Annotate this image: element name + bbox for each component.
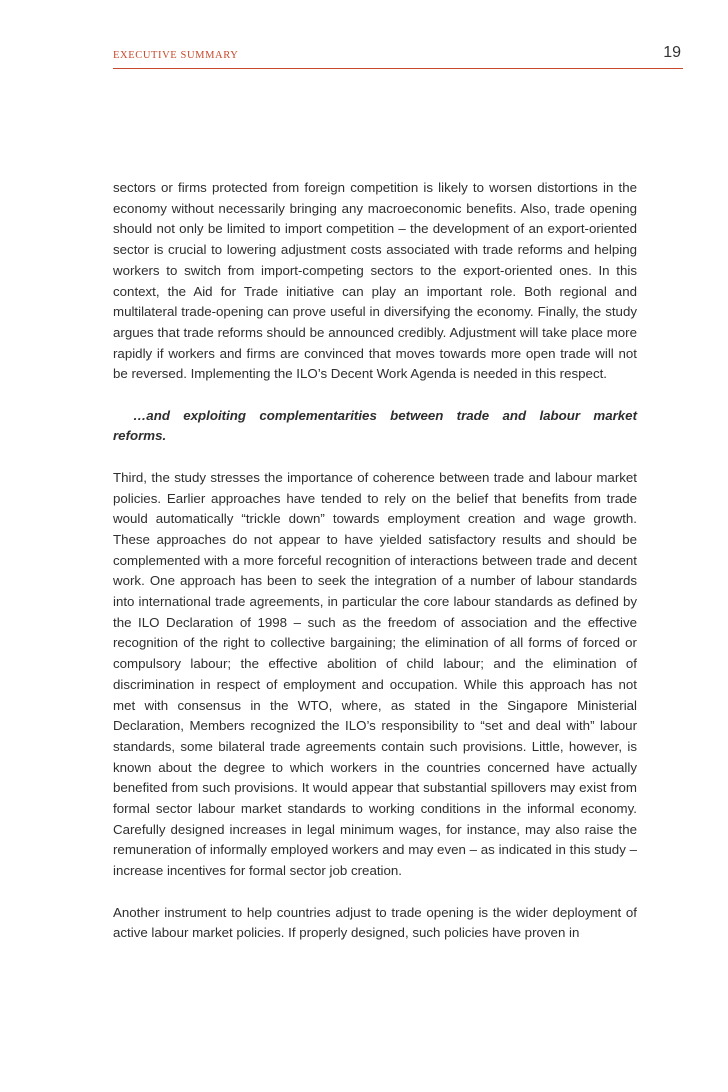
body-text — [113, 178, 637, 944]
page-number: 19 — [663, 44, 681, 61]
paragraph-2: Third, the study stresses the importance of coherence between trade and labour market policies. Earlier approaches have tended to rely on the belief that benefits from trade would automatically “trickle down” towards employment creation and wage growth. These approaches do not appear to have yielded satisfactory results and should be complemented with a more forceful recognition of interactions between trade and decent work. One approach has been to seek the integration of a number of labour standards into international trade agreements, in particular the core labour standards as defined by the ILO Declaration of 1998 – such as the freedom of association and the effective recognition of the right to collective bargaining; the elimination of all forms of forced or compulsory labour; the effective abolition of child labour; and the elimination of discrimination in respect of employment and occupation. While this approach has not met with consensus in the WTO, where, as stated in the Singapore Ministerial Declaration, Members recognized the ILO’s responsibility to “set and deal with” labour standards, some bilateral trade agreements contain such provisions. Little, however, is known about the degree to which workers in the countries concerned have actually benefited from such provisions. It would appear that substantial spillovers may exist from formal sector labour market standards to working conditions in the informal economy. Carefully designed increases in legal minimum wages, for instance, may also raise the remuneration of informally employed workers and may even – as indicated in this study – increase incentives for formal sector job creation. — [113, 469, 637, 879]
paragraph-1: sectors or firms protected from foreign competition is likely to worsen distortions in the economy without necessarily bringing any macroeconomic benefits. Also, trade opening should not only be limited to import competition – the development of an export-oriented sector is crucial to lowering adjustment costs associated with trade reforms and helping workers to switch from import-competing sectors to the export-oriented ones. In this context, the Aid for Trade initiative can play an important role. Both regional and multilateral trade-opening can prove useful in diversifying the economy. Finally, the study argues that trade reforms should be announced credibly. Adjustment will take place more rapidly if workers and firms are convinced that moves towards more open trade will not be reversed. Implementing the ILO’s Decent Work Agenda is needed in this respect. — [113, 180, 637, 382]
subheading: …and exploiting complementarities between trade and labour market reforms. — [113, 407, 637, 444]
section-title: EXECUTIVE SUMMARY — [113, 50, 239, 61]
page-header — [113, 44, 683, 69]
paragraph-3: Another instrument to help countries adjust to trade opening is the wider deployment of active labour market policies. If properly designed, such policies have proven in — [113, 904, 637, 941]
